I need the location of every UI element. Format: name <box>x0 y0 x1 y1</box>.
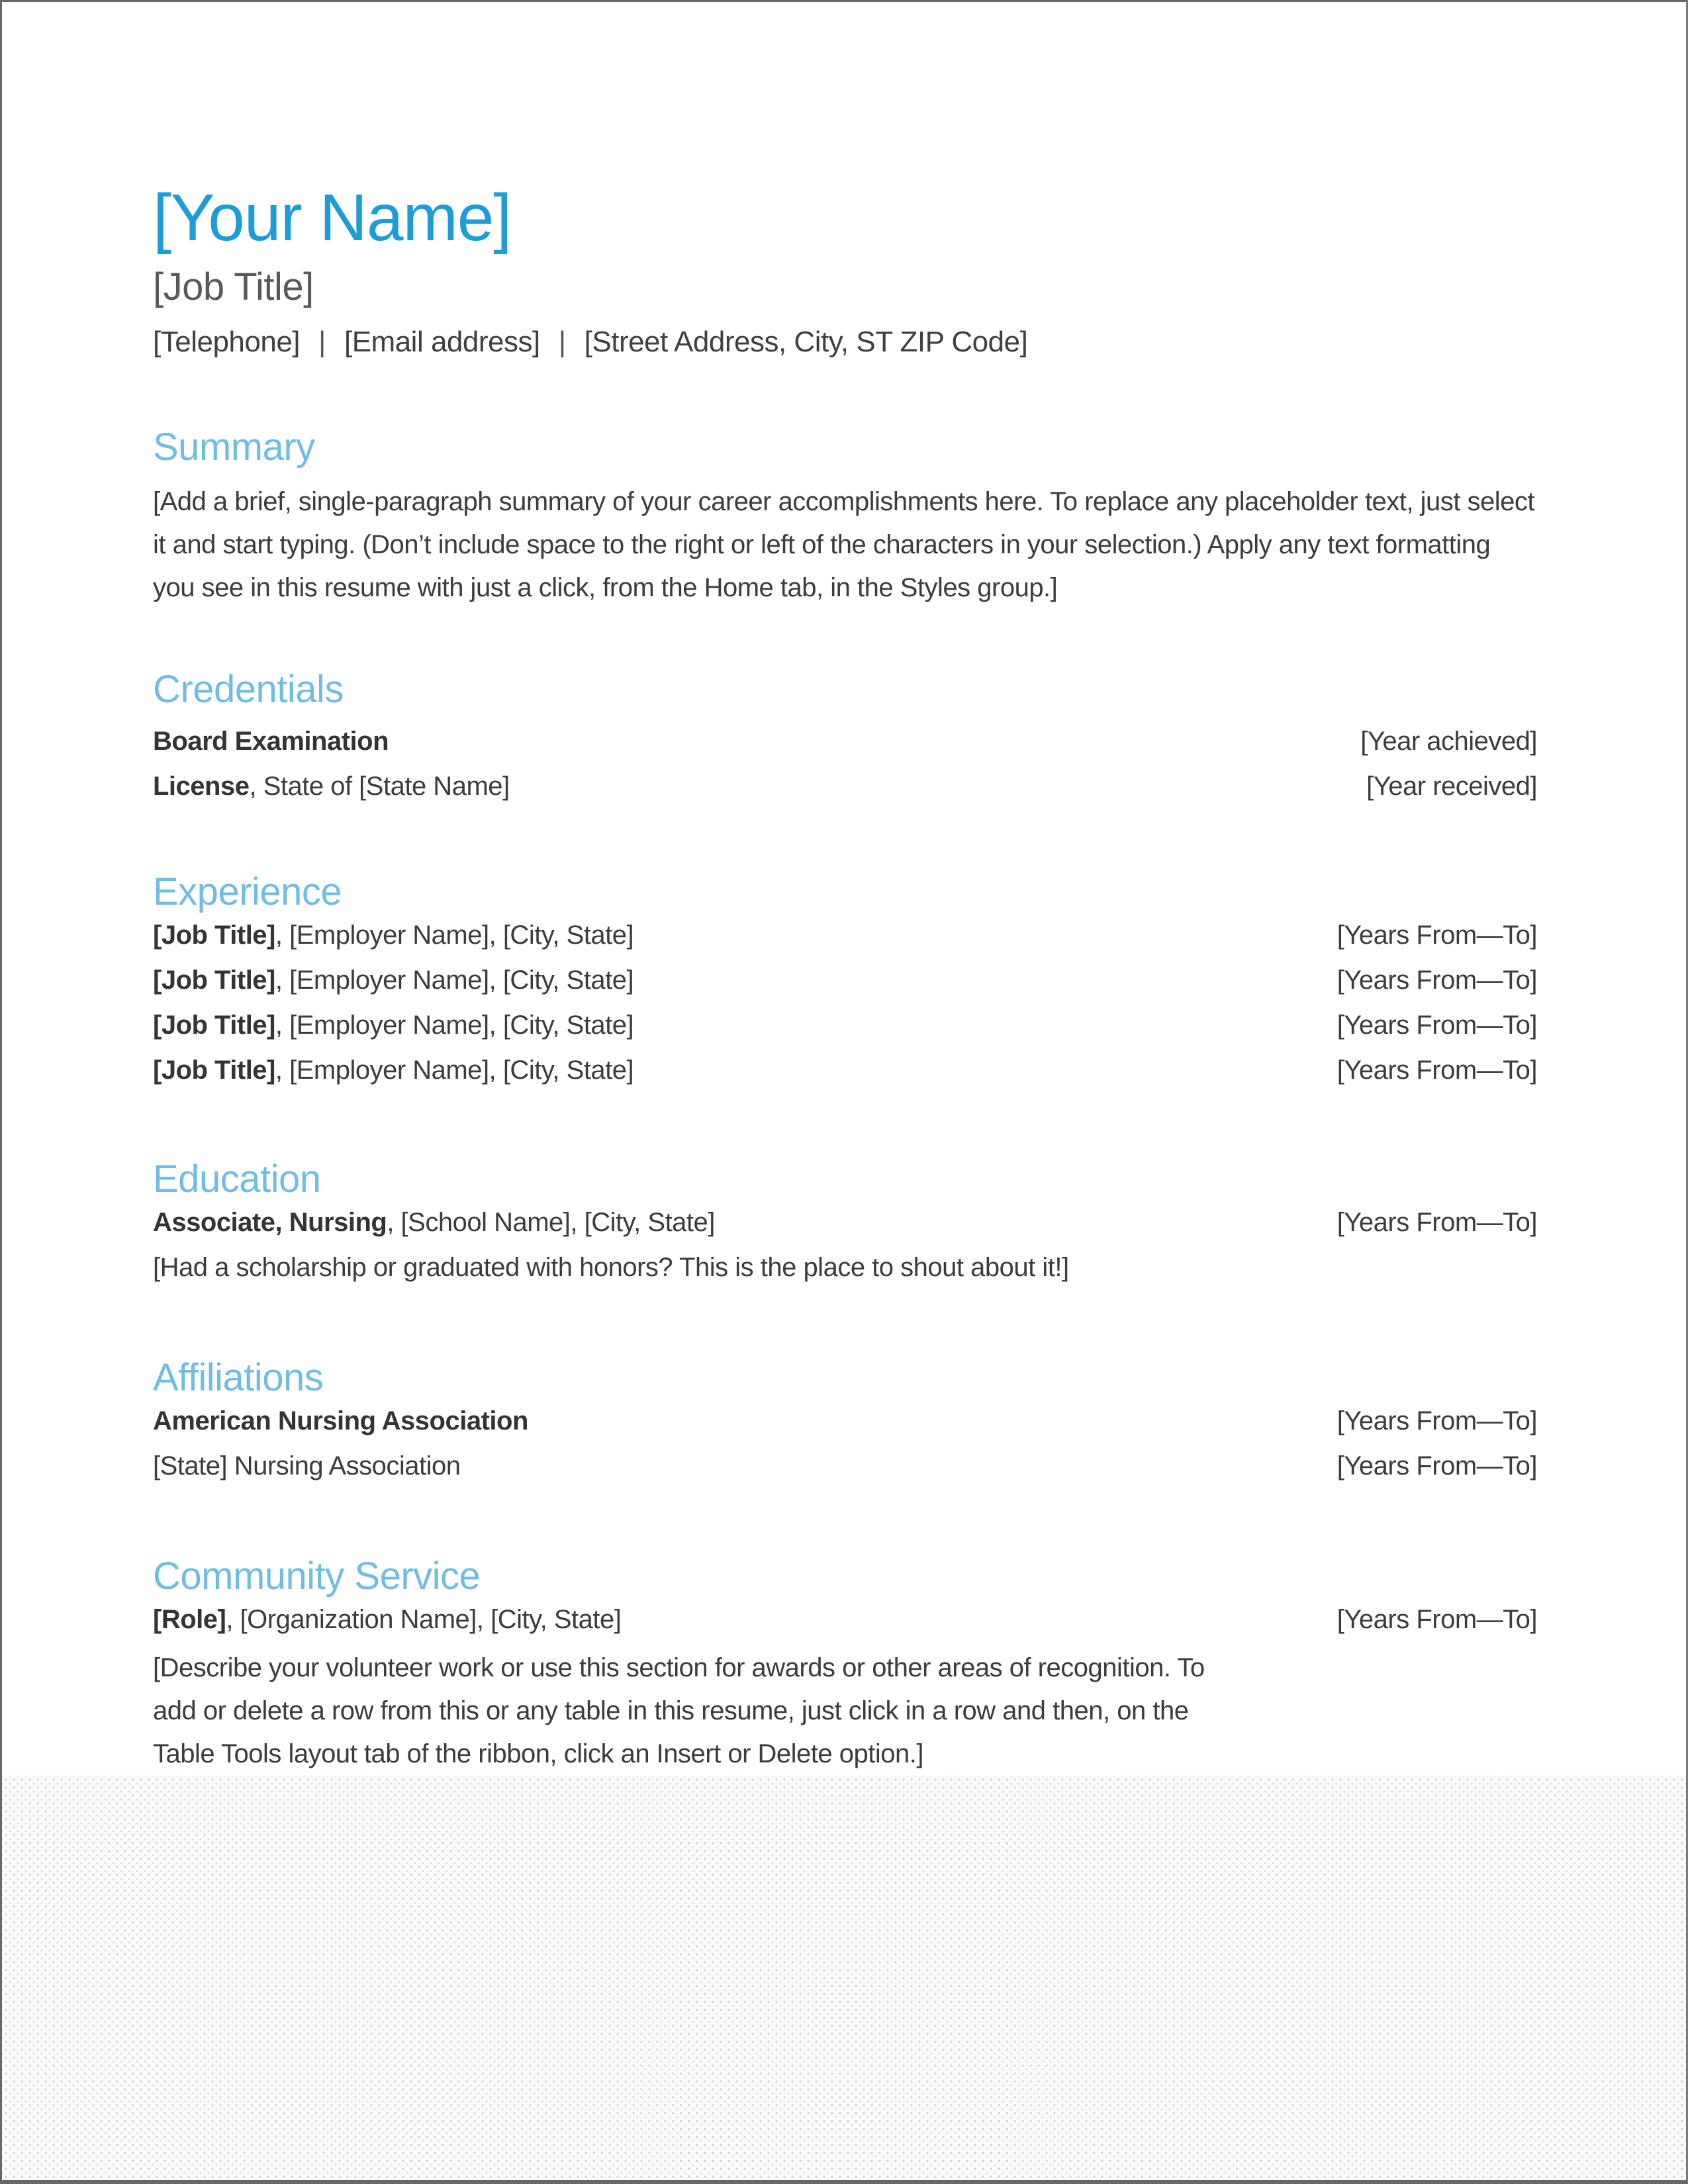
contact-address: [Street Address, City, ST ZIP Code] <box>584 326 1028 358</box>
credential-year: [Year received] <box>1366 772 1537 801</box>
experience-years: [Years From—To] <box>1336 1056 1537 1085</box>
experience-label <box>153 1048 633 1093</box>
name-heading: [Your Name] <box>153 181 512 255</box>
community-label <box>153 1597 621 1642</box>
education-note: [Had a scholarship or graduated with honors? This is the place to shout about it!] <box>153 1253 1069 1282</box>
affiliation-years: [Years From—To] <box>1336 1406 1537 1435</box>
experience-years: [Years From—To] <box>1336 921 1537 950</box>
section-title-summary: Summary <box>153 426 315 469</box>
credential-label-bold: Board Examination <box>153 727 389 756</box>
community-row <box>153 1597 1537 1642</box>
experience-row <box>153 1048 1537 1093</box>
credential-label-rest: , State of [State Name] <box>249 772 510 801</box>
section-title-affiliations: Affiliations <box>153 1356 324 1399</box>
experience-row <box>153 1003 1537 1048</box>
experience-label <box>153 958 633 1003</box>
section-title-experience: Experience <box>153 870 342 913</box>
education-years: [Years From—To] <box>1336 1208 1537 1237</box>
section-title-credentials: Credentials <box>153 668 344 711</box>
experience-job-title: [Job Title] <box>153 1011 275 1040</box>
experience-row <box>153 913 1537 958</box>
experience-label <box>153 1003 633 1048</box>
contact-separator: | <box>318 326 326 358</box>
affiliation-label <box>153 1398 528 1443</box>
experience-employer: , [Employer Name], [City, State] <box>275 1011 634 1040</box>
experience-job-title: [Job Title] <box>153 1056 275 1085</box>
affiliation-name-rest: [State] Nursing Association <box>153 1451 461 1480</box>
section-title-education: Education <box>153 1158 321 1201</box>
education-row <box>153 1200 1537 1245</box>
credential-label-bold: License <box>153 772 250 801</box>
experience-years: [Years From—To] <box>1336 966 1537 995</box>
education-label <box>153 1200 715 1245</box>
contact-separator: | <box>558 326 566 358</box>
experience-employer: , [Employer Name], [City, State] <box>275 966 634 995</box>
affiliation-years: [Years From—To] <box>1336 1451 1537 1480</box>
credential-year: [Year achieved] <box>1360 727 1537 756</box>
experience-row <box>153 958 1537 1003</box>
summary-paragraph: [Add a brief, single-paragraph summary of your career accomplishments here. To replace any placeholder text, just select it and start typing. (Don’t include space to the right or left of the characters in your selection.) Apply any text formatting you see in this resume with just a click, from the Home tab, in the Styles group.] <box>153 487 1534 602</box>
experience-job-title: [Job Title] <box>153 921 275 950</box>
credentials-row <box>153 719 1537 764</box>
credential-label <box>153 764 510 809</box>
community-role: [Role] <box>153 1605 226 1634</box>
contact-email: [Email address] <box>344 326 540 358</box>
community-years: [Years From—To] <box>1336 1605 1537 1634</box>
resume-content <box>153 2 1537 2180</box>
credential-label <box>153 719 389 764</box>
affiliation-row <box>153 1443 1537 1488</box>
job-title: [Job Title] <box>153 265 314 308</box>
education-school: , [School Name], [City, State] <box>387 1208 715 1237</box>
experience-label <box>153 913 633 958</box>
community-organization: , [Organization Name], [City, State] <box>226 1605 622 1634</box>
experience-years: [Years From—To] <box>1336 1011 1537 1040</box>
community-rows <box>153 1597 1537 1642</box>
affiliation-row <box>153 1398 1537 1443</box>
experience-job-title: [Job Title] <box>153 966 275 995</box>
experience-rows <box>153 913 1537 1093</box>
credentials-rows <box>153 719 1537 809</box>
contact-line <box>153 328 1537 357</box>
credentials-row <box>153 764 1537 809</box>
experience-employer: , [Employer Name], [City, State] <box>275 1056 634 1085</box>
affiliation-label <box>153 1443 461 1488</box>
education-degree: Associate, Nursing <box>153 1208 387 1237</box>
section-title-community-service: Community Service <box>153 1555 481 1598</box>
affiliations-rows <box>153 1398 1537 1488</box>
experience-employer: , [Employer Name], [City, State] <box>275 921 634 950</box>
affiliation-name-bold: American Nursing Association <box>153 1406 528 1435</box>
education-rows <box>153 1200 1537 1290</box>
community-paragraph: [Describe your volunteer work or use this section for awards or other areas of recognition. To add or delete a row from this or any table in this resume, just click in a row and then, on the Table Tools layout tab of the ribbon, click an Insert or Delete option.] <box>153 1653 1205 1768</box>
contact-telephone: [Telephone] <box>153 326 301 358</box>
